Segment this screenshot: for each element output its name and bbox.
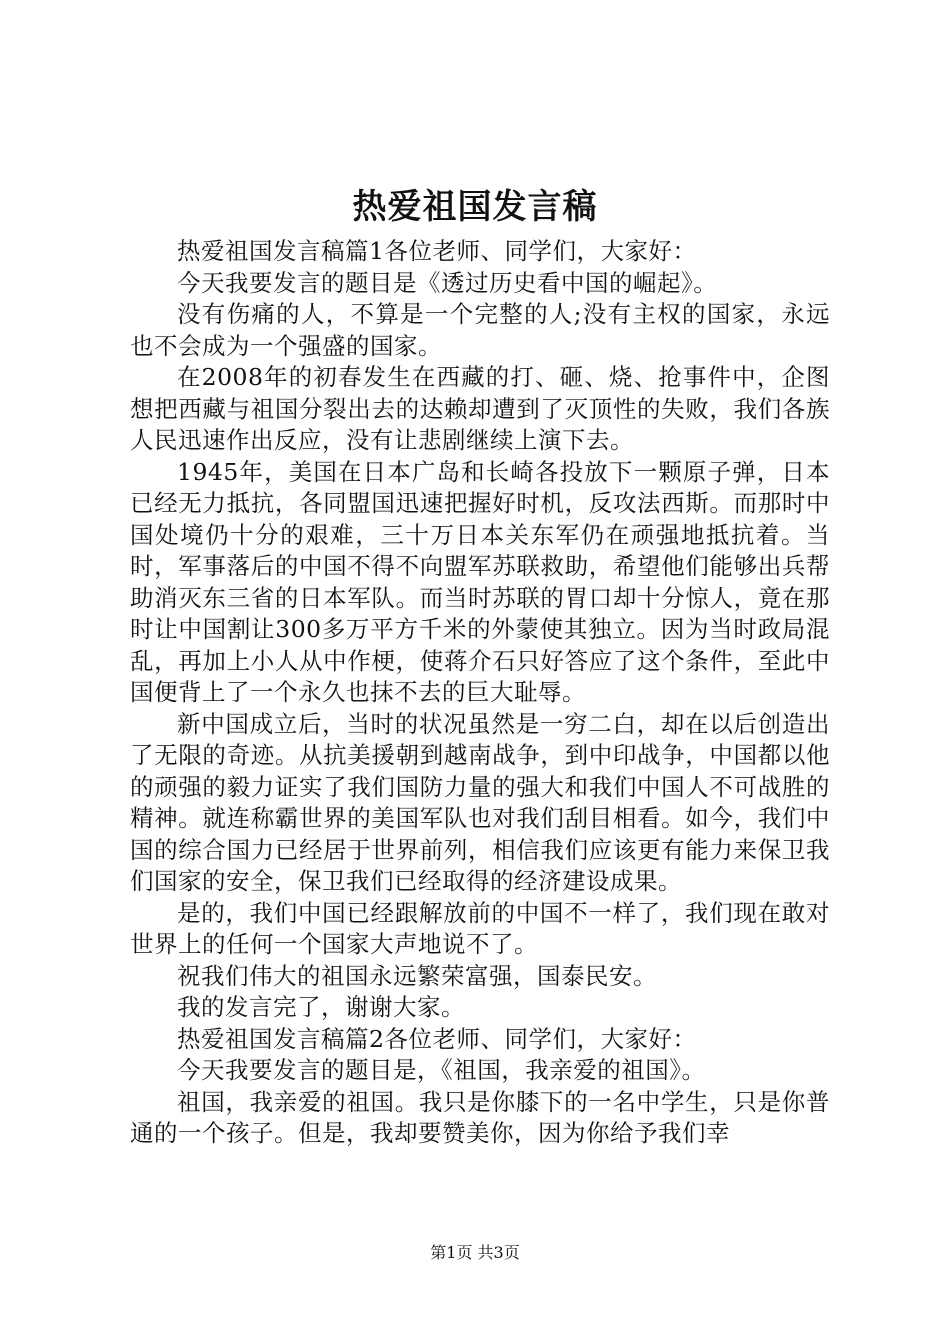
paragraph: 热爱祖国发言稿篇1各位老师、同学们，大家好： bbox=[177, 237, 697, 265]
paragraph: 我的发言完了，谢谢大家。 bbox=[177, 993, 465, 1021]
paragraph: 今天我要发言的题目是《透过历史看中国的崛起》。 bbox=[177, 268, 718, 297]
document-body bbox=[130, 236, 830, 1150]
paragraph: 祖国，我亲爱的祖国。我只是你膝下的一名中学生，只是你普通的一个孩子。但是，我却要赞美你，因为你给予我们幸 bbox=[130, 1087, 830, 1147]
page-number-footer: 第1页 共3页 bbox=[430, 1243, 520, 1262]
paragraph: 新中国成立后，当时的状况虽然是一穷二白，却在以后创造出了无限的奇迹。从抗美援朝到越南战争，到中印战争，中国都以他的顽强的毅力证实了我们国防力量的强大和我们中国人不可战胜的精神。就连称霸世界的美国军队也对我们刮目相看。如今，我们中国的综合国力已经居于世界前列，相信我们应该更有能力来保卫我们国家的安全，保卫我们已经取得的经济建设成果。 bbox=[130, 709, 830, 895]
paragraph: 在2008年的初春发生在西藏的打、砸、烧、抢事件中，企图想把西藏与祖国分裂出去的达赖却遭到了灭顶性的失败，我们各族人民迅速作出反应，没有让悲剧继续上演下去。 bbox=[130, 363, 830, 454]
paragraph: 今天我要发言的题目是，《祖国，我亲爱的祖国》。 bbox=[177, 1056, 706, 1084]
paragraph: 祝我们伟大的祖国永远繁荣富强，国泰民安。 bbox=[177, 961, 657, 990]
paragraph: 是的，我们中国已经跟解放前的中国不一样了，我们现在敢对世界上的任何一个国家大声地说不了。 bbox=[130, 898, 830, 958]
paragraph: 1945年，美国在日本广岛和长崎各投放下一颗原子弹，日本已经无力抵抗，各同盟国迅速把握好时机，反攻法西斯。而那时中国处境仍十分的艰难，三十万日本关东军仍在顽强地抵抗着。当时，军事落后的中国不得不向盟军苏联救助，希望他们能够出兵帮助消灭东三省的日本军队。而当时苏联的胃口却十分惊人，竟在那时让中国割让300多万平方千米的外蒙使其独立。因为当时政局混乱，再加上小人从中作梗，使蒋介石只好答应了这个条件，至此中国便背上了一个永久也抹不去的巨大耻辱。 bbox=[130, 457, 830, 706]
paragraph: 没有伤痛的人，不算是一个完整的人;没有主权的国家，永远也不会成为一个强盛的国家。 bbox=[130, 300, 830, 360]
document-title: 热爱祖国发言稿 bbox=[352, 187, 598, 227]
paragraph: 热爱祖国发言稿篇2各位老师、同学们，大家好： bbox=[177, 1024, 697, 1053]
